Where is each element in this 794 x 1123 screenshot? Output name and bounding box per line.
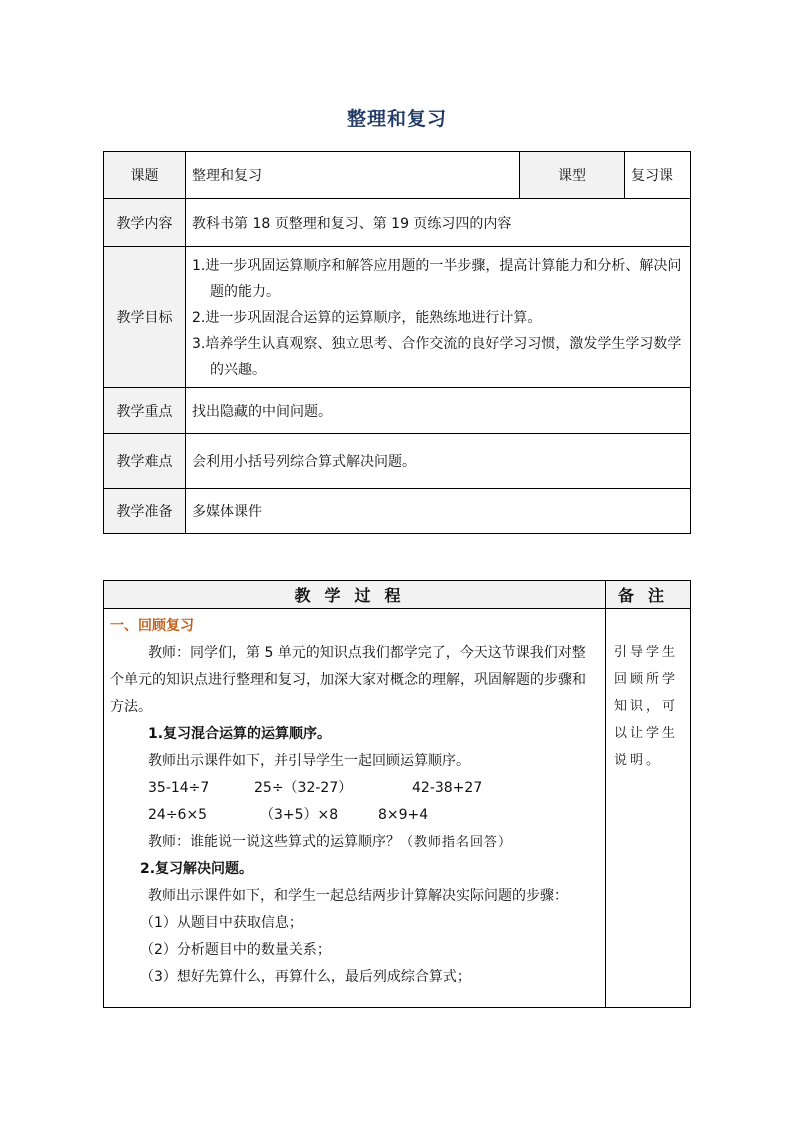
expression-row-1 [110,775,595,802]
goal-item: 3.培养学生认真观察、独立思考、合作交流的良好学习习惯，激发学生学习数学的兴趣。 [192,336,682,378]
expression: 24÷6×5 [148,807,208,823]
difficulty-label: 教学难点 [104,434,186,489]
type-label: 课型 [520,152,625,199]
subsection-title-1: 1.复习混合运算的运算顺序。 [148,726,332,742]
goal-item: 2.进一步巩固混合运算的运算顺序，能熟练地进行计算。 [192,310,542,326]
notes-cell: 引导学生回顾所学知识，可以让学生说明。 [606,609,691,1008]
subsection-text-2: 教师出示课件如下，和学生一起总结两步计算解决实际问题的步骤： [148,888,568,904]
expression: 42-38+27 [412,780,483,796]
notes-header: 备注 [606,581,691,609]
teaching-process-table [103,580,691,1008]
goals-label: 教学目标 [104,247,186,388]
content-label: 教学内容 [104,199,186,247]
subsection-text-1: 教师出示课件如下，并引导学生一起回顾运算顺序。 [148,753,470,769]
process-body [104,609,606,1008]
teacher-question: 教师：谁能说一说这些算式的运算顺序？（教师指名回答） [148,834,513,850]
topic-label: 课题 [104,152,186,199]
type-value: 复习课 [625,152,691,199]
section-title: 一、回顾复习 [110,618,194,634]
expression-row-2 [110,802,595,829]
topic-value: 整理和复习 [186,152,520,199]
step-item: （2）分析题目中的数量关系； [140,942,331,958]
intro-text: 教师：同学们，第 5 单元的知识点我们都学完了，今天这节课我们对整个单元的知识点进行整理和复习，加深大家对概念的理解，巩固解题的步骤和方法。 [110,645,586,715]
subsection-title-2: 2.复习解决问题。 [140,861,254,877]
goals-list [186,247,691,388]
page-title: 整理和复习 [346,108,447,130]
process-header: 教学过程 [104,581,606,609]
step-item: （1）从题目中获取信息； [140,915,303,931]
expression: 8×9+4 [378,807,429,823]
prep-label: 教学准备 [104,489,186,534]
content-value: 教科书第 18 页整理和复习、第 19 页练习四的内容 [186,199,691,247]
key-label: 教学重点 [104,388,186,434]
expression: （3+5）×8 [260,807,339,823]
lesson-info-table [103,151,691,534]
difficulty-value: 会利用小括号列综合算式解决问题。 [186,434,691,489]
step-item: （3）想好先算什么，再算什么，最后列成综合算式； [140,969,471,985]
prep-value: 多媒体课件 [186,489,691,534]
expression: 35-14÷7 [148,780,210,796]
key-value: 找出隐藏的中间问题。 [186,388,691,434]
expression: 25÷（32-27） [254,780,353,796]
goal-item: 1.进一步巩固运算顺序和解答应用题的一半步骤，提高计算能力和分析、解决问题的能力。 [192,258,682,300]
